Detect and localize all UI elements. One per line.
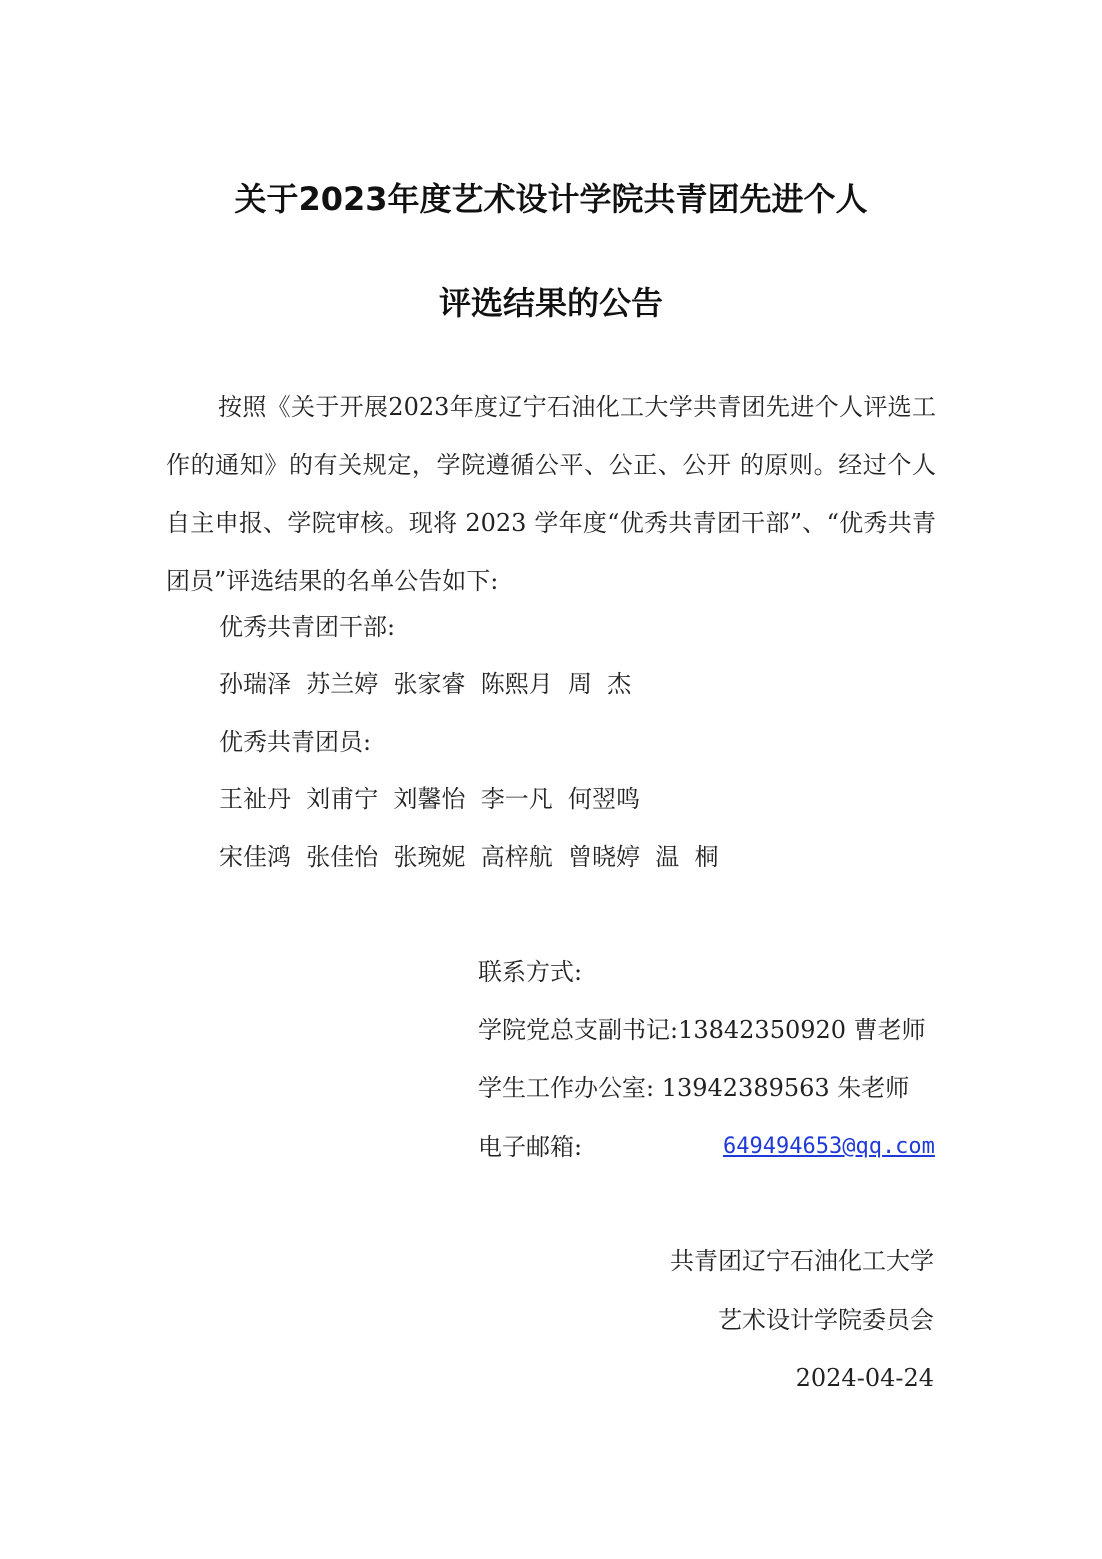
cadres-names: 孙瑞泽 苏兰婷 张家睿 陈熙月 周 杰: [219, 670, 632, 698]
members-label: 优秀共青团员:: [219, 728, 372, 756]
contact-email-label: 电子邮箱:: [478, 1133, 583, 1161]
cadres-label: 优秀共青团干部:: [219, 613, 396, 641]
members-names-row-2: 宋佳鸿 张佳怡 张琬妮 高梓航 曾晓婷 温 桐: [219, 843, 719, 871]
signature-date: 2024-04-24: [795, 1364, 934, 1392]
contact-email-link[interactable]: 649494653@qq.com: [723, 1134, 935, 1159]
page-title-line-2: 评选结果的公告: [438, 284, 663, 322]
signature-org-line-1: 共青团辽宁石油化工大学: [670, 1247, 934, 1275]
contact-heading: 联系方式:: [478, 958, 583, 986]
contact-student-office: 学生工作办公室: 13942389563 朱老师: [478, 1074, 910, 1102]
contact-party-secretary: 学院党总支副书记:13842350920 曹老师: [478, 1016, 926, 1044]
announcement-paragraph: 按照《关于开展2023年度辽宁石油化工大学共青团先进个人评选工作的通知》的有关规定，学院遵循公平、公正、公开 的原则。经过个人自主申报、学院审核。现将 2023 学年度“优秀共青团干部”、“优秀共青团员”评选结果的名单公告如下:: [166, 393, 936, 595]
page-title-line-1: 关于2023年度艺术设计学院共青团先进个人: [234, 180, 868, 218]
signature-org-line-2: 艺术设计学院委员会: [718, 1306, 934, 1334]
members-names-row-1: 王祉丹 刘甫宁 刘馨怡 李一凡 何翌鸣: [219, 785, 641, 813]
